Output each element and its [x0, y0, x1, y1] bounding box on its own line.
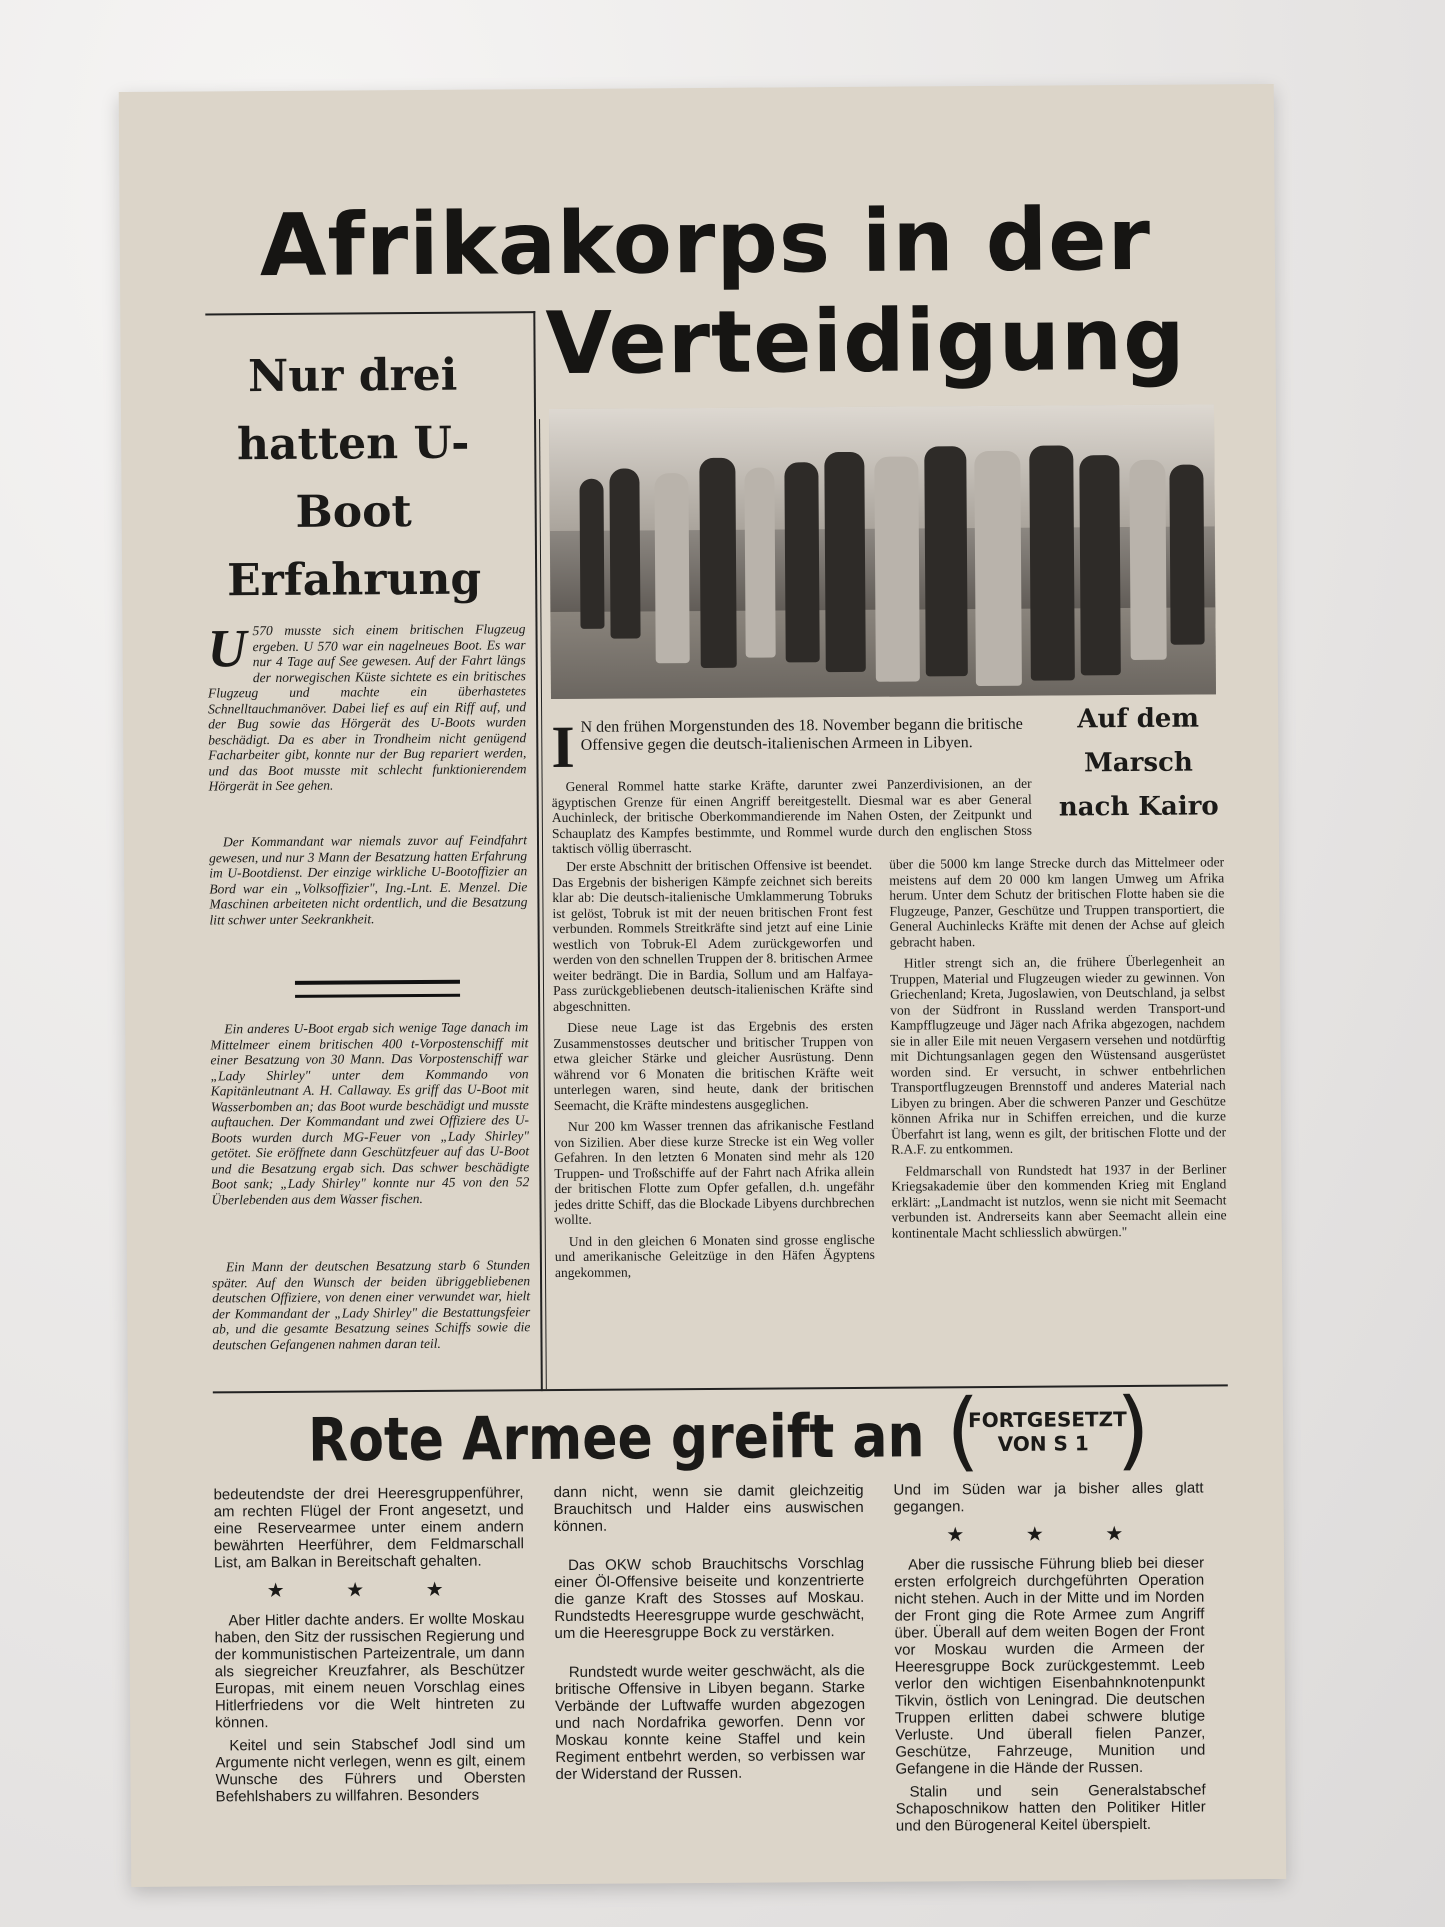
photo-figure: [654, 473, 689, 663]
photo-figure: [1169, 464, 1204, 644]
photo-figure: [744, 467, 775, 657]
bottom-headline: Rote Armee greift an: [307, 1402, 925, 1476]
sidebar-paragraph-2: Der Kommandant war niemals zuvor auf Feindfahrt gewesen, und nur 3 Mann der Besatzung hatten Erfahrung im U-Bootdienst. Der einzige wirkliche U-Bootoffizier an Bord war ein „Volksoffizier", Ing.-Lnt. E. Menzel. Die Maschinen arbeiteten nicht ordentlich, und die Besatzung litt schwer unter Seekrankheit.: [209, 832, 528, 927]
main-col-right-p3: Feldmarschall von Rundstedt hat 1937 in der Berliner Kriegsakademie über den kommenden Krieg mit England erklärt: „Landmacht ist nutzlos, wenn sie nicht mit Seemacht verbunden ist. Andrerseits kann aber Seemacht allein eine kontinentale Macht schliesslich abwürgen.": [891, 1160, 1227, 1241]
bottom-c2-p1: dann nicht, wenn sie damit gleichzeitig Brauchitsch und Halder eins auswischen können.: [553, 1481, 864, 1536]
main-col-left-p2: Diese neue Lage ist das Ergebnis des ersten Zusammenstosses deutscher und britischer Truppen von etwa gleicher Stärke und gleicher Ausrüstung. Denn während vor 6 Monaten die britischen Kräfte weit unterlegen waren, sind heute, dank der britischen Seemacht, die Kräfte mindestens ausgeglichen.: [553, 1017, 874, 1113]
photo-figure: [874, 456, 920, 681]
photo-figure: [974, 451, 1022, 686]
main-col-right-p1: über die 5000 km lange Strecke durch das Mittelmeer oder meistens auf dem 20 000 km langen Umweg um Afrika herum. Unter dem Schutz der britischen Flotte haben sie die Flugzeuge, Panzer, Geschütze und Truppen transportiert, die General Auchinlecks Kräfte mit denen der Achse auf gleich gebracht haben.: [889, 854, 1225, 950]
bottom-c3-p3: Stalin und sein Generalstabschef Schaposchnikow hatten den Politiker Hitler und den Bürogeneral Keitel überspielt.: [895, 1781, 1206, 1835]
sidebar-paragraph-4: Ein Mann der deutschen Besatzung starb 6 Stunden später. Auf den Wunsch der beiden übriggebliebenen deutschen Offiziere, von denen einer verwundet war, hielt der Kommandant der „Lady Shirley" die Bestattungsfeier ab, und die gesamte Besatzung seines Schiffs sowie die deutschen Gefangenen nahmen daran teil.: [212, 1257, 531, 1352]
photo-figure: [609, 468, 640, 638]
bottom-c3-p2: Aber die russische Führung blieb bei dieser ersten erfolgreich durchgeführten Operation nicht stehen. Auch in der Mitte und im Norden der Front ging die Rote Armee zum Angriff über. Überall auf dem weiten Bogen der Front vor Moskau wurden die Armeen der Heeresgruppe Bock zurückgestemmt. Leeb verlor den wichtigen Eisenbahnknotenpunkt Tikvin, östlich von Leningrad. Die deutschen Truppen erlitten dabei schwere blutige Verluste. Und überall fielen Panzer, Geschütze, Fahrzeuge, Munition und Gefangene in die Hände der Russen.: [894, 1554, 1206, 1778]
main-col-left-p1: Der erste Abschnitt der britischen Offensive ist beendet. Das Ergebnis der bisherigen Kämpfe zeichnet sich bereits klar ab: Die deutsch-italienische Umklammerung Tobruks ist gelöst, Tobruk ist mit der neuen britischen Front fest verbunden. Rommels Streitkräfte sind jetzt auf eine Linie westlich von Tobruk-El Adem zurückgeworfen und werden von den schnellen Truppen der 8. britischen Armee weiter bedrängt. Die in Bardia, Sollum und am Halfaya-Pass zurückgebliebenen deutsch-italienischen Kräfte sind abgeschnitten.: [552, 856, 874, 1014]
photo-figure: [924, 446, 968, 676]
headline-line-2: Verteidigung: [545, 289, 1186, 395]
star-separator: ★ ★ ★: [946, 1522, 1152, 1547]
bottom-c1-p1: bedeutendste der drei Heeresgruppenführer, am rechten Flügel der Front angesetzt, und eine Reservearmee unter einem andern bewährten Heerführer, dem Feldmarschall List, am Balkan in Bereitschaft gehalten.: [213, 1484, 524, 1572]
main-column-left: [552, 857, 875, 1286]
double-rule-divider: [295, 980, 460, 998]
bottom-column-1: [213, 1484, 525, 1811]
photo-figure: [699, 458, 736, 668]
main-dropcap: I: [551, 713, 575, 781]
photo-figure: [1079, 455, 1121, 675]
main-lead-paragraph: [551, 713, 1031, 781]
bottom-column-3: [893, 1480, 1205, 1841]
bottom-column-2: [553, 1482, 865, 1789]
main-col-right-p2: Hitler strengt sich an, die frühere Überlegenheit an Truppen, Material und Flugzeugen wieder zu gewinnen. Von Griechenland; Kreta, Jugoslawien, von Deutschland, ja selbst von der Südfront in Russland werden Transport-und Kampfflugzeuge und Jäger nach Afrika abgezogen, nachdem sie in aller Eile mit neuen Vergasern versehen und notdürftig mit Dichtungsanlagen gegen den Wüstensand ausgerüstet worden sind. Er versucht, in schwer entbehrlichen Transportflugzeugen Brennstoff und anderes Material nach Libyen zu bringen. Aber die schweren Panzer und Geschütze können Afrika nur in Schiffen erreichen, und die kurze Überfahrt ist lang, wenn es gilt, der britischen Flotte und der R.A.F. zu entkommen.: [889, 953, 1227, 1157]
main-paragraph-1: General Rommel hatte starke Kräfte, darunter zwei Panzerdivisionen, an der ägyptischen Grenze für einen Angriff bereitgestellt. Diesmal war es aber General Auchinleck, der britische Oberkommandierende im Nahen Osten, der Zeitpunkt und Schauplatz des Kampfes bestimmte, und Rommel wurde durch den englischen Stoss taktisch völlig überrascht.: [551, 775, 1032, 857]
photo-figure: [1029, 445, 1075, 680]
continued-note: FORTGESETZT VON S 1: [967, 1407, 1127, 1456]
main-col-left-p3: Nur 200 km Wasser trennen das afrikanische Festland von Sizilien. Aber diese kurze Strecke ist ein Weg voller Gefahren. In den letzten 6 Monaten sind mehr als 120 Truppen- und Troßschiffe auf der Fahrt nach Afrika allein der britischen Flotte zum Opfer gefallen, d.h. ungefähr jedes dritte Schiff, das die Blockade Libyens durchbrechen wollte.: [554, 1116, 875, 1228]
soldiers-marching-photo: [549, 404, 1216, 699]
bottom-c2-p3: Rundstedt wurde weiter geschwächt, als die britische Offensive in Libyen begann. Starke Verbände der Luftwaffe wurden abgezogen und nach Nordafrika geworfen. Denn vor Moskau konnte keine Staffel und kein Regiment entbehrt werden, so verbissen war der Widerstand der Russen.: [554, 1661, 866, 1784]
main-lead-text: N den frühen Morgenstunden des 18. November begann die britische Offensive gegen die deutsch-italienischen Armeen in Libyen.: [580, 715, 1023, 754]
photo-figure: [824, 452, 866, 672]
photo-figure: [1129, 460, 1166, 660]
sidebar-dropcap: U: [207, 618, 247, 679]
main-column-right: [889, 854, 1227, 1246]
paren-right: ): [1115, 1379, 1151, 1481]
bottom-c3-p1: Und im Süden war ja bisher alles glatt gegangen.: [893, 1479, 1204, 1516]
star-separator: ★ ★ ★: [266, 1578, 472, 1603]
photo-figure: [579, 479, 604, 629]
newspaper-page: [119, 84, 1287, 1887]
main-col-left-p4: Und in den gleichen 6 Monaten sind grosse englische und amerikanische Geleitzüge in den Häfen Ägyptens angekommen,: [554, 1231, 875, 1280]
bottom-c2-p2: Das OKW schob Brauchitschs Vorschlag einer Öl-Offensive beiseite und konzentrierte die ganze Kraft des Stosses auf Moskau. Rundstedts Heeresgruppe wurde geschwächt, um die Heeresgruppe Bock zu verstärken.: [554, 1554, 865, 1643]
paren-left: (: [945, 1381, 981, 1482]
sidebar-paragraph-3: Ein anderes U-Boot ergab sich wenige Tage danach im Mittelmeer einem britischen 400 t-Vorpostenschiff mit einer Besatzung von 30 Mann. Das Vorpostenschiff war „Lady Shirley" unter dem Kommando von Kapitänleutnant A. H. Callaway. Es griff das U-Boot mit Wasserbomben an; das Boot wurde beschädigt und musste auftauchen. Der Kommandant und zwei Offiziere des U-Boots wurden durch MG-Feuer von „Lady Shirley" getötet. Sie eröffnete dann Geschützfeuer auf das U-Boot und die Besatzung ergab sich. Das schwer beschädigte Boot sank; „Lady Shirley" konnte nur 45 von den 52 Überlebenden aus dem Wasser fischen.: [210, 1019, 530, 1207]
bottom-c1-p3: Keitel und sein Stabschef Jodl sind um Argumente nicht verlegen, wenn es gilt, einem Wunsche des Führers und Obersten Befehlshabers zu willfahren. Besonders: [215, 1735, 526, 1806]
photo-figure: [784, 462, 819, 662]
sidebar-p1-text: 570 musste sich einem britischen Flugzeug ergeben. U 570 war ein nagelneues Boot. Es war nur 4 Tage auf See gewesen. Auf der Fahrt längs der norwegischen Küste sichtete es ein britisches Flugzeug und machte ein überhastetes Schnelltauchmanöver. Dabei lief es auf ein Riff auf, und der Bug sowie das Hörgerät des U-Boots wurden beschädigt. Da es aber in Trondheim nicht genügend Facharbeiter gibt, konnte nur der Bug repariert werden, und das Boot musste mit schlecht funktionierendem Hörgerät in See gehen.: [207, 621, 527, 794]
bottom-c1-p2: Aber Hitler dachte anders. Er wollte Moskau haben, den Sitz der russischen Regierung und der kommunistischen Parteizentrale, um dann als siegreicher Kreuzfahrer, als Beschützer Europas, mit einem neuen Vorschlag eines Hitlerfriedens vor die Welt hintreten zu können.: [214, 1610, 526, 1732]
sidebar-title: Nur drei hatten U-Boot Erfahrung: [226, 349, 482, 607]
subheading-auf-dem-marsch: Auf dem Marsch nach Kairo: [1058, 703, 1219, 823]
headline-line-1: Afrikakorps in der: [259, 189, 1152, 297]
sidebar-paragraph-1: [207, 618, 527, 794]
